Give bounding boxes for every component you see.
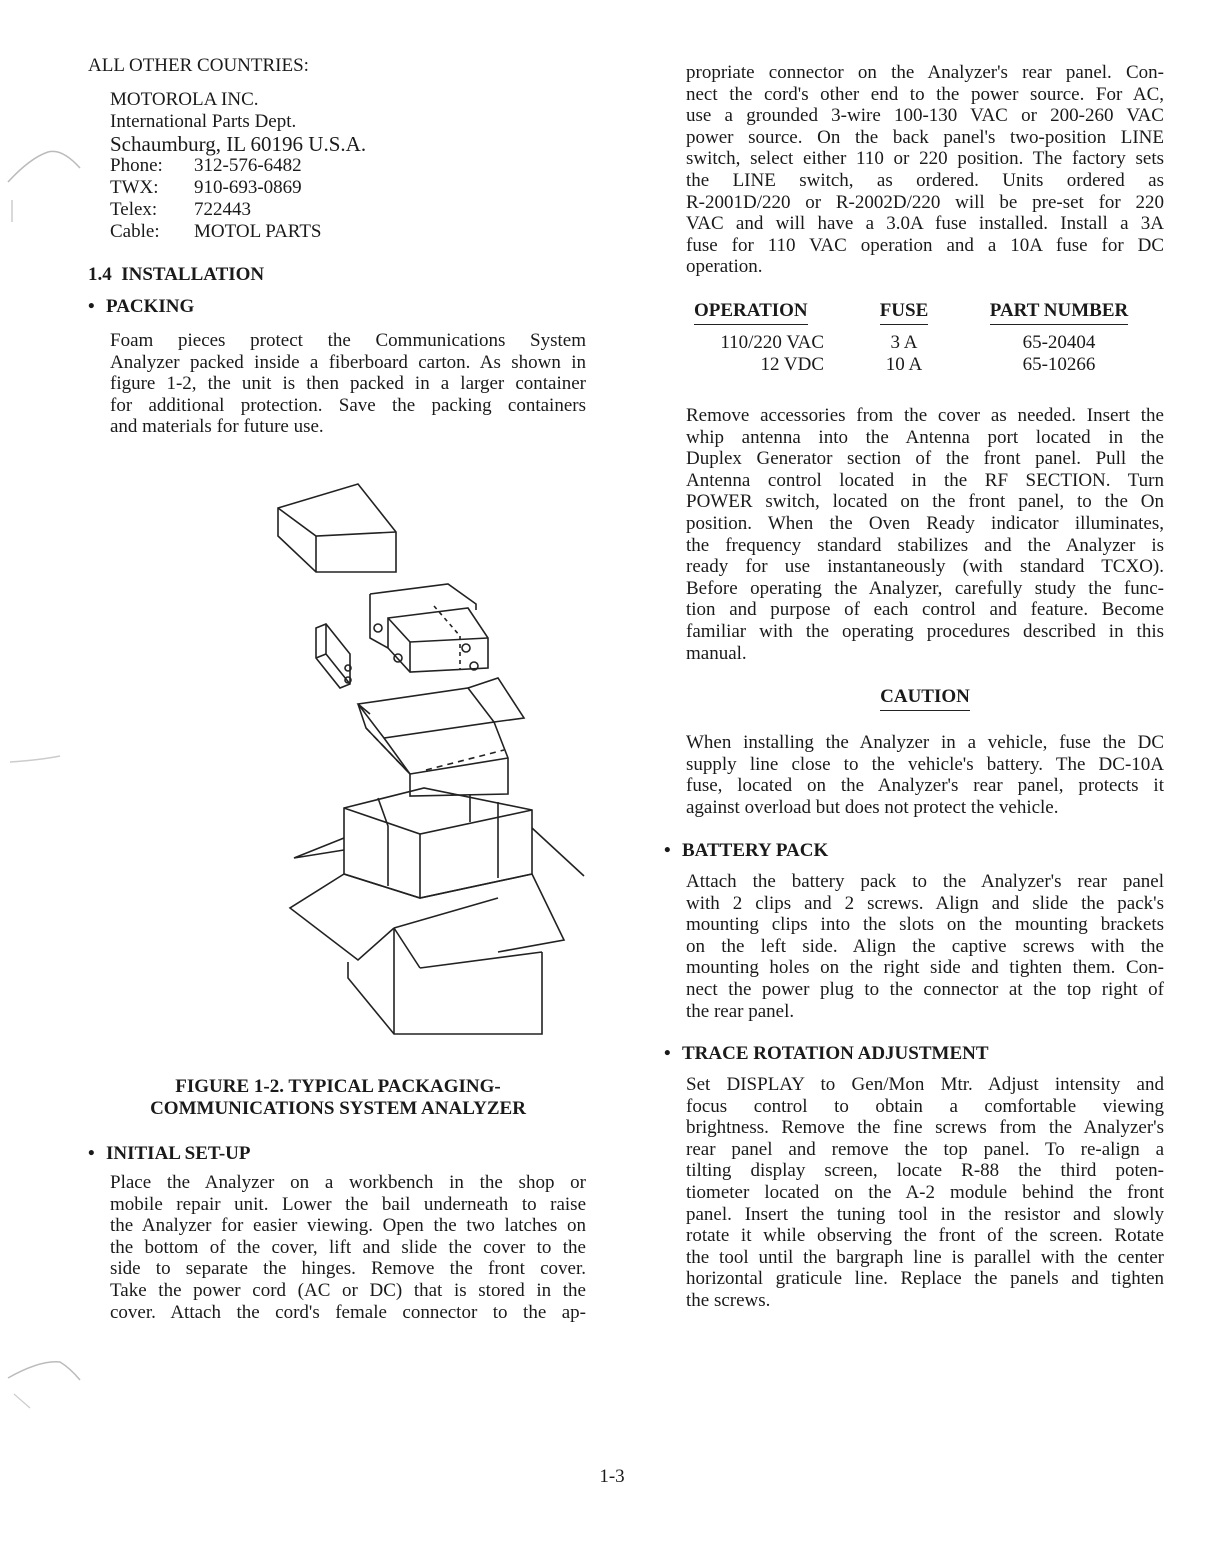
contact-row: Phone: 312-576-6482 <box>110 155 302 176</box>
table-row: 12 VDC 10 A 65-10266 <box>760 354 1096 375</box>
city: Schaumburg, IL 60196 U.S.A. <box>110 132 367 156</box>
company-name: MOTOROLA INC. <box>110 89 259 110</box>
power-paragraph: propriate connector on the Analyzer's rear panel. Con- nect the cord's other end to the power source. For AC, use a grounded 3-wire 100-130 VAC or 200-260 VAC power source. On the back panel's two-position LINE switch, select either 110 or 220 position. The factory sets the LINE switch, as ordered. Units ordered as R-2001D/220 or R-2002D/220 will be pre-set for 220 VAC and will have a 3.0A fuse installed. Install a 3A fuse for 110 VAC operation and a 10A fuse for DC operation. <box>686 62 1164 278</box>
address-block <box>110 89 510 243</box>
packing-paragraph: Foam pieces protect the Communications System Analyzer packed inside a fiberboard carton. As shown in figure 1-2, the unit is then packed in a larger container for additional protection. Save the packing containers and materials for future use. <box>110 330 586 438</box>
trace-rotation-paragraph: Set DISPLAY to Gen/Mon Mtr. Adjust intensity and focus control to obtain a comfortable viewing brightness. Remove the fine screws from the Analyzer's rear panel and remove the top panel. To re-align a tilting display screen, locate R-88 the third poten- tiometer located on the A-2 module behind the front panel. Insert the tuning tool in the resistor and slowly rotate it while observing the front of the screen. Rotate the tool until the bargraph line is parallel with the center horizontal graticule line. Replace the panels and tighten the screws. <box>686 1074 1164 1311</box>
section-heading: 1.4 INSTALLATION <box>88 264 265 285</box>
battery-pack-heading: • BATTERY PACK <box>664 840 829 861</box>
contact-row: TWX: 910-693-0869 <box>110 177 302 198</box>
foam-top-piece <box>278 484 396 572</box>
department: International Parts Dept. <box>110 111 297 132</box>
page-number: 1-3 <box>599 1466 625 1487</box>
initial-setup-heading: • INITIAL SET-UP <box>88 1143 251 1164</box>
inner-carton <box>358 678 524 796</box>
accessories-paragraph: Remove accessories from the cover as needed. Insert the whip antenna into the Antenna port located in the Duplex Generator section of the front panel. Pull the Antenna control located in the RF SECTION. Turn POWER switch, located on the front panel, to the On position. When the Oven Ready indicator illuminates, the frequency standard stabilizes and the Analyzer is ready for use instantaneously (with standard TCXO). Before operating the Analyzer, carefully study the func- tion and purpose of each control and feature. Become familiar with the operating procedures described in this manual. <box>686 405 1164 664</box>
battery-pack <box>316 624 351 688</box>
table-row: 110/220 VAC 3 A 65-20404 <box>720 332 1096 353</box>
trace-rotation-heading: • TRACE ROTATION ADJUSTMENT <box>664 1043 989 1064</box>
fuse-table-header: OPERATION FUSE PART NUMBER <box>694 300 1154 322</box>
packing-heading: • PACKING <box>88 296 195 317</box>
contact-row: Cable: MOTOL PARTS <box>110 221 322 242</box>
battery-pack-paragraph: Attach the battery pack to the Analyzer's rear panel with 2 clips and 2 screws. Align and slide the pack's mounting clips into the slots on the mounting brackets on the left side. Align the captive screws with the mounting holes on the right side and tighten them. Con- nect the power plug to the connector at the top right of the rear panel. <box>686 871 1164 1022</box>
caution-heading: CAUTION <box>686 686 1164 708</box>
initial-setup-paragraph: Place the Analyzer on a workbench in the shop or mobile repair unit. Lower the bail underneath to raise the Analyzer for easier viewing. Open the two latches on the bottom of the cover, lift and slide the cover to the side to separate the hinges. Remove the front cover. Take the power cord (AC or DC) that is stored in the cover. Attach the cord's female connector to the ap- <box>110 1172 586 1323</box>
outer-box <box>290 788 584 1034</box>
packaging-illustration <box>198 478 598 1038</box>
analyzer-unit <box>370 584 488 672</box>
figure-caption: FIGURE 1-2. TYPICAL PACKAGING- COMMUNICATIONS SYSTEM ANALYZER <box>150 1076 526 1119</box>
contact-row: Telex: 722443 <box>110 199 251 220</box>
caution-paragraph: When installing the Analyzer in a vehicle, fuse the DC supply line close to the vehicle's battery. The DC-10A fuse, located on the Analyzer's rear panel, protects it against overload but does not protect the vehicle. <box>686 732 1164 818</box>
fuse-table <box>694 300 1154 376</box>
address-heading: ALL OTHER COUNTRIES: <box>88 55 309 76</box>
scan-margin-marks <box>0 0 90 1548</box>
